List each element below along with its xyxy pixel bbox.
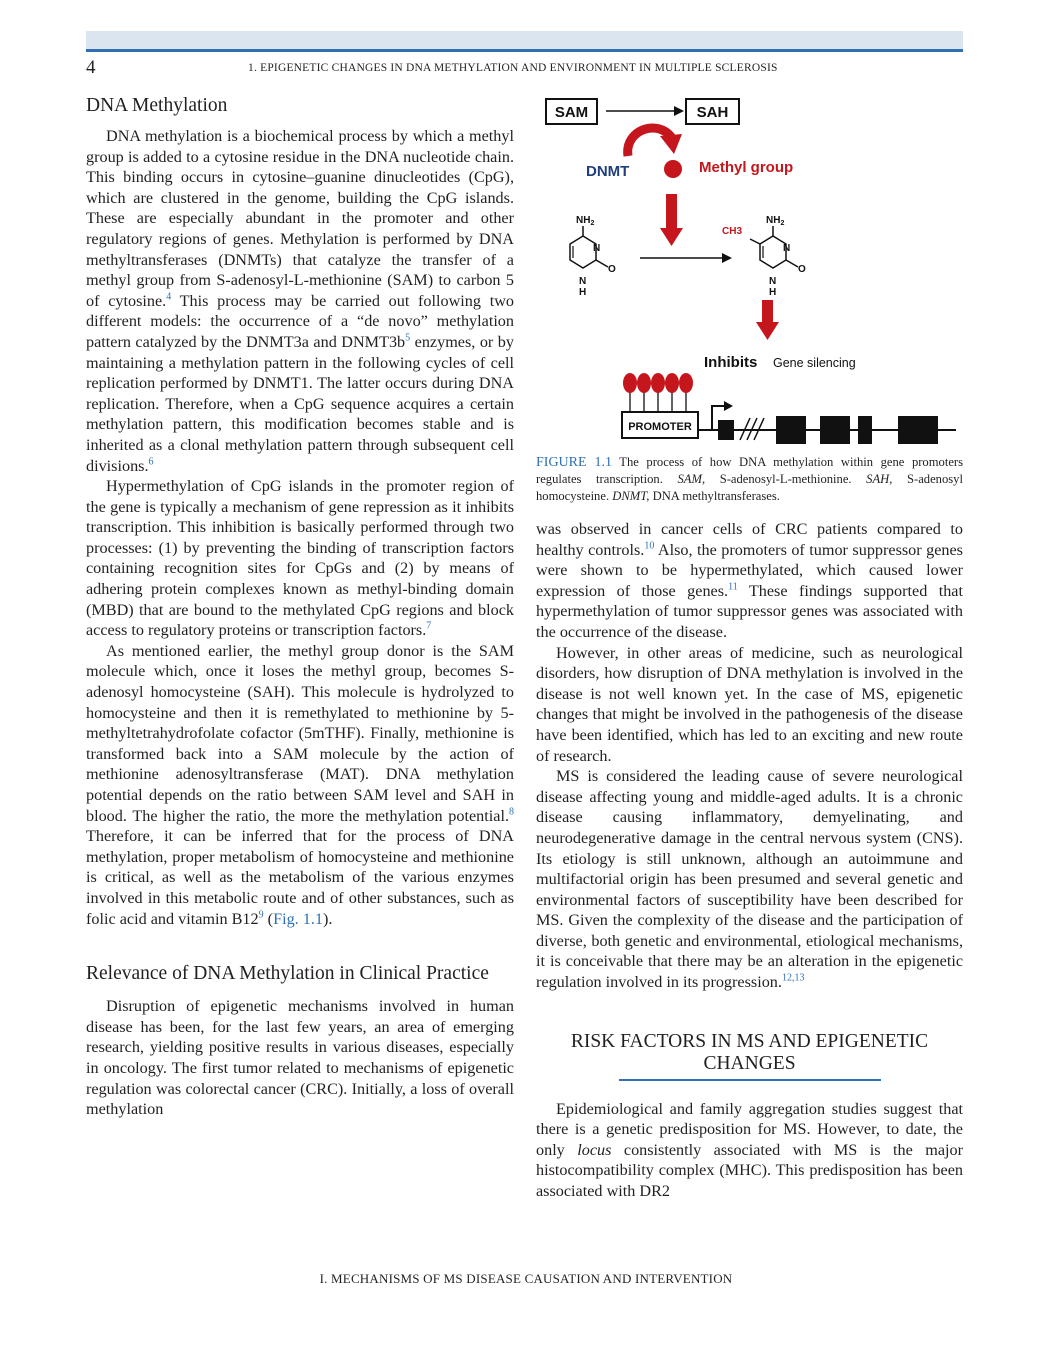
exon-2 — [776, 416, 806, 444]
gene-silencing-label: Gene silencing — [773, 356, 856, 370]
tss-arrowhead — [724, 401, 733, 411]
svg-text:O: O — [798, 264, 806, 275]
exon-3 — [820, 416, 850, 444]
running-head: 1. EPIGENETIC CHANGES IN DNA METHYLATION AND ENVIRONMENT IN MULTIPLE SCLEROSIS — [248, 62, 778, 74]
paragraph: was observed in cancer cells of CRC patients compared to healthy controls.$^{10}$ Also, the promoters of tumor suppressor genes were shown to be hypermethylated, which caused lower expression of those genes.$^{11}$ These findings supported that hypermethylation of tumor suppressor genes was associated with the occurrence of the disease. — [536, 520, 963, 641]
svg-text:N: N — [783, 243, 791, 254]
curved-arrowhead — [660, 134, 682, 154]
svg-text:NH2: $NH_2$ — [766, 215, 785, 227]
inhibits-label: Inhibits — [704, 354, 758, 371]
citation[interactable]: 7 — [426, 620, 432, 632]
page-footer: I. MECHANISMS OF MS DISEASE CAUSATION AND INTERVENTION — [319, 1271, 733, 1286]
figure-1-1 — [536, 94, 963, 452]
down-arrow-2-shaft — [762, 300, 773, 324]
exon-5 — [898, 416, 938, 444]
paragraph: DNA methylation is a biochemical process by which a methyl group is added to a cytosine residue in the DNA nucleotide chain. This binding occurs in cytosine–guanine dinucleotides (CpG), which are clustered in the genome, building the CpG islands. These are especially abundant in the promoter and other regulatory regions of genes. Methylation is performed by DNA methyltransferases (DNMTs) that catalyze the transfer of a methyl group from S-adenosyl-L-methionine (SAM) to carbon 5 of cytosine.$^4$ This process may be carried out following two different models: the occurrence of a “de novo” methylation pattern catalyzed by the DNMT3a and $DNMT3b^5$ enzymes, or by maintaining a methylation pattern in the following cycles of cell replication performed by DNMT1. The latter occurs during DNA replication. Therefore, when a CpG sequence acquires a certain methylation pattern, this modification becomes stable and is inherited as a clonal methylation pattern through subsequent cell divisions.$^6$ — [86, 127, 514, 475]
citation[interactable]: 10 — [644, 540, 655, 552]
figure-label: FIGURE 1.1 — [536, 455, 612, 470]
methyl-dot — [664, 160, 682, 178]
promoter-label: PROMOTER — [628, 421, 692, 433]
paragraph: Hypermethylation of CpG islands in the promoter region of the gene is typically a mechanism of gene repression as it inhibits transcription. This inhibition is basically performed through two processes: (1) by preventing the binding of transcription factors containing recognition sites for CpGs and (2) by means of adhering protein complexes known as methyl-binding domain (MBD) that are bound to the methylated CpG regions and block access to regulatory proteins or transcription factors.$^7$ — [86, 477, 514, 640]
exon-4 — [858, 416, 872, 444]
section-title-risk-factors: RISK FACTORS IN MS AND EPIGENETIC CHANGES — [570, 1030, 929, 1074]
citation[interactable]: 6 — [148, 456, 154, 468]
paragraph: As mentioned earlier, the methyl group donor is the SAM molecule which, once it loses the methyl group, becomes S-adenosyl homocysteine (SAH). This molecule is hydrolyzed to homocysteine and then it is remethylated to methionine by 5-methyltetrahydrofolate cofactor (5mTHF). Finally, methionine is transformed back into a SAM molecule by the action of methionine adenosyltransferase (MAT). DNA methylation potential depends on the ratio between SAM level and SAH in blood. The higher the ratio, the more the methylation potential.$^8$ Therefore, it can be inferred that for the process of DNA methylation, proper metabolism of homocysteine and methionine is critical, as well as the metabolism of the various enzymes involved in this metabolic route and of other substances, such as folic acid and vitamin $B12^9$ (Fig. 1.1). — [86, 641, 514, 928]
citation[interactable]: 9 — [258, 909, 264, 921]
section-title-dna-methylation: DNA Methylation — [86, 95, 228, 116]
down-arrow-head — [660, 228, 683, 246]
down-arrow-2-head — [756, 322, 779, 340]
sam-to-sah-arrowhead — [674, 106, 684, 116]
sam-label: SAM — [554, 104, 589, 121]
section-title-clinical-practice: Relevance of DNA Methylation in Clinical Practice — [86, 963, 489, 985]
svg-text:NH2: $NH_2$ — [576, 215, 595, 227]
cytosine-right — [750, 215, 806, 298]
citation[interactable]: 11 — [728, 581, 738, 593]
citation[interactable]: 4 — [166, 291, 172, 303]
citation[interactable]: 12,13 — [781, 972, 805, 984]
paragraph: MS is considered the leading cause of severe neurological disease affecting young and middle-aged adults. It is a chronic disease causing inflammatory, demyelinating, and neurodegenerative damage in the central nervous system (CNS). Its etiology is still unknown, although an autoimmune and multifactorial origin has been presumed and several genetic and environmental factors of susceptibility have been described for MS. Given the complexity of the disease and the participation of diverse, both genetic and environmental, etiological mechanisms, it is conceivable that there may be an alteration in the epigenetic regulation involved in its progression.$^{12,13}$ — [536, 767, 963, 992]
dnmt-label: DNMT — [586, 163, 630, 180]
methyl-group-label: Methyl group — [699, 159, 794, 176]
paragraph: Disruption of epigenetic mechanisms involved in human disease has been, for the last few years, an area of emerging research, yielding positive results in various diseases, especially in oncology. The first tumor related to mechanisms of epigenetic regulation was colorectal cancer (CRC). Initially, a loss of overall methylation — [86, 997, 514, 1119]
paragraph: However, in other areas of medicine, such as neurological disorders, how disruption of DNA methylation is involved in the disease is not well known yet. In the case of MS, epigenetic changes that might be involved in the pathogenesis of the disease have been identified, which has led to an exciting and new route of research. — [536, 643, 963, 765]
svg-text:H: H — [769, 287, 777, 298]
svg-text:N: N — [579, 276, 587, 287]
svg-text:N: N — [593, 243, 601, 254]
svg-text:O: O — [608, 264, 616, 275]
cytosine-left — [570, 215, 616, 298]
left-column — [86, 94, 514, 1120]
paragraph: Epidemiological and family aggregation studies suggest that there is a genetic predisposition for MS. However, to date, the only locus consistently associated with MS is the major histocompatibility complex (MHC). This predisposition has been associated with DR2 — [536, 1099, 964, 1201]
page-number: 4 — [86, 57, 96, 78]
header-bar — [86, 31, 963, 49]
ch3-label: CH3 — [722, 226, 743, 237]
exon-1 — [718, 420, 734, 440]
down-arrow-shaft — [666, 194, 677, 230]
figure-link[interactable]: Fig. 1.1 — [273, 909, 323, 928]
reaction-arrowhead — [722, 253, 732, 263]
citation[interactable]: 5 — [405, 332, 411, 344]
figure-caption: FIGURE 1.1 The process of how DNA methylation within gene promoters regulates transcription. SAM, S-adenosyl-L-methionine. SAH, S-adenosyl homocysteine. DNMT, DNA methyltransferases. — [536, 455, 964, 503]
svg-text:N: N — [769, 276, 777, 287]
svg-text:H: H — [579, 287, 587, 298]
citation[interactable]: 8 — [509, 806, 514, 818]
methylation-diagram — [536, 94, 963, 452]
sah-label: SAH — [696, 104, 729, 121]
methylated-cpg-lollipops — [623, 373, 693, 412]
header-rule — [86, 49, 963, 52]
right-column — [536, 94, 963, 1202]
